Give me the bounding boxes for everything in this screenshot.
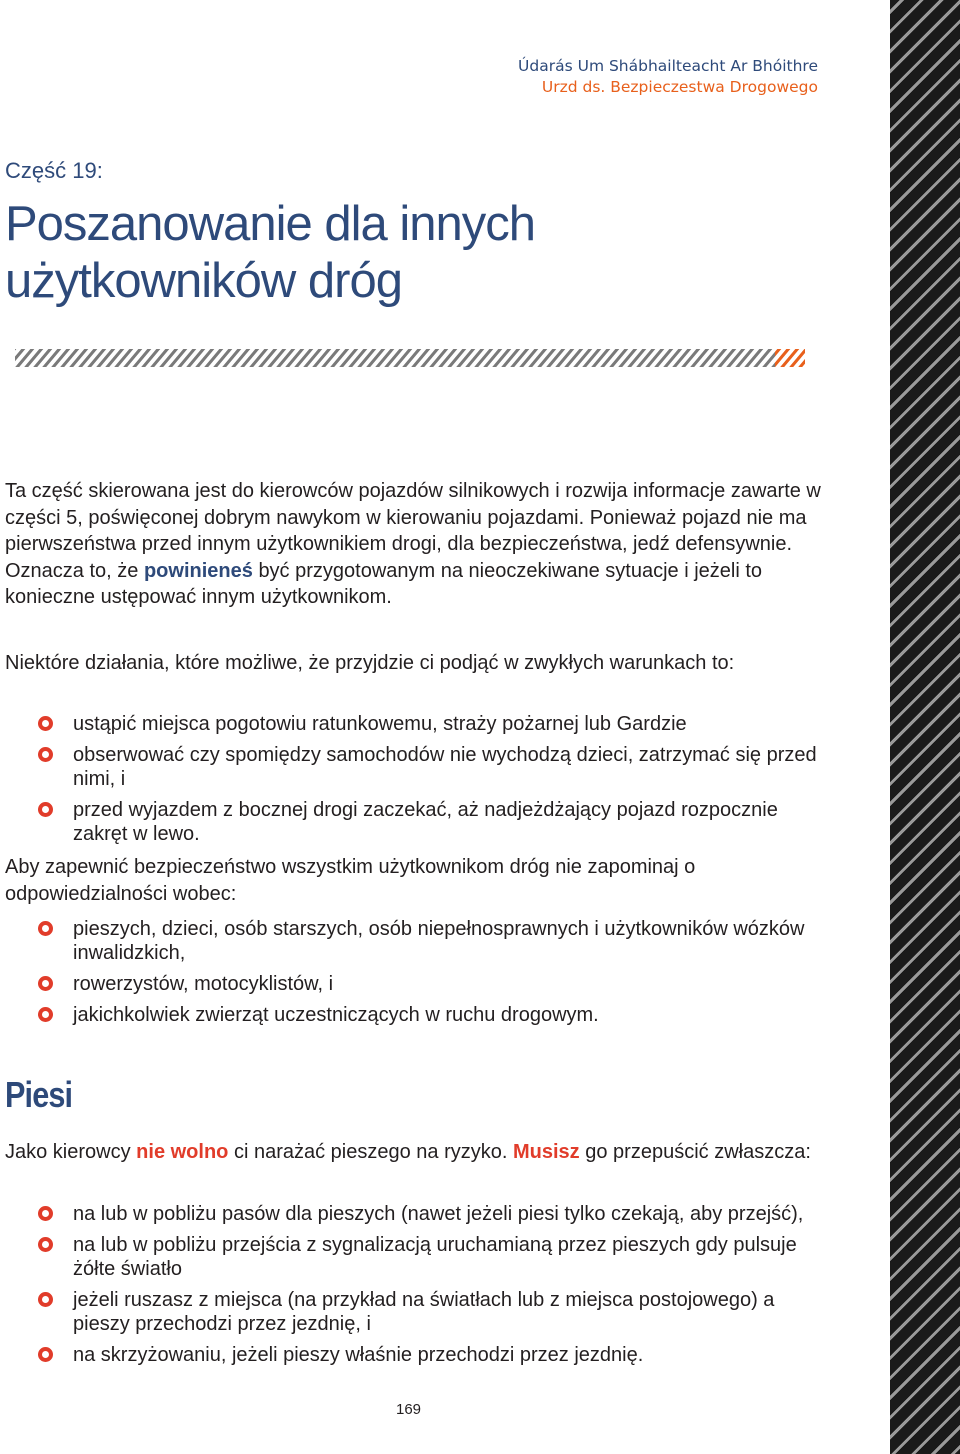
title-line-2: użytkowników dróg [5,254,402,308]
list-item: przed wyjazdem z bocznej drogi zaczekać, aż nadjeżdżający pojazd rozpocznie zakręt w lewo. [38,798,828,846]
list-item: jakichkolwiek zwierząt uczestniczących w ruchu drogowym. [38,1003,828,1027]
bullet-icon [38,1347,53,1362]
intro-text: Ta część skierowana jest do kierowców pojazdów silnikowych i rozwija informacje zawarte w części 5, poświęconej dobrym nawykom w kierowaniu pojazdami. Ponieważ pojazd nie ma pierwszeństwa przed innym użytkownikiem drogi, dla bezpieczeństwa, jedź defensywnie. Oznacza to, że [5,480,821,582]
list-item: na skrzyżowaniu, jeżeli pieszy właśnie przechodzi przez jezdnię. [38,1343,828,1367]
bullet-icon [38,921,53,936]
list-item: ustąpić miejsca pogotowiu ratunkowemu, straży pożarnej lub Gardzie [38,712,828,736]
bullet-icon [38,1206,53,1221]
list-item: na lub w pobliżu pasów dla pieszych (nawet jeżeli piesi tylko czekają, aby przejść), [38,1202,828,1226]
safety-intro: Aby zapewnić bezpieczeństwo wszystkim użytkownikom dróg nie zapominaj o odpowiedzialności wobec: [5,856,696,905]
actions-intro: Niektóre działania, które możliwe, że przyjdzie ci podjąć w zwykłych warunkach to: [5,652,735,674]
intro-emphasis: powinieneś [143,559,253,582]
bullet-icon [38,1007,53,1022]
section-heading: Piesi [5,1074,73,1115]
list-item: rowerzystów, motocyklistów, i [38,972,828,996]
page-title [5,196,535,310]
page-number: 169 [396,1401,422,1418]
intro-text-end: być przygotowanym na nieoczekiwane sytuacje i jeżeli to konieczne ustępować innym użytkownikom. [5,559,763,608]
list-item: pieszych, dzieci, osób starszych, osób niepełnosprawnych i użytkowników wózków inwalidzkich, [38,917,828,965]
bullet-icon [38,1237,53,1252]
page-header [518,56,818,98]
intro-paragraph [5,478,825,611]
part-label: Część 19: [5,158,103,183]
list-item: obserwować czy spomiędzy samochodów nie wychodzą dzieci, zatrzymać się przed nimi, i [38,743,828,791]
hatched-divider [5,347,805,369]
bullet-icon [38,802,53,817]
safety-list [38,917,828,1034]
emphasis-nie-wolno: nie wolno [136,1141,229,1163]
decorative-side-stripe [890,0,960,1454]
bullet-icon [38,976,53,991]
header-line-polish: Urzd ds. Bezpieczestwa Drogowego [541,78,818,96]
actions-list [38,712,828,853]
bullet-icon [38,1292,53,1307]
list-item: na lub w pobliżu przejścia z sygnalizacją uruchamianą przez pieszych gdy pulsuje żółte światło [38,1233,828,1281]
piesi-list [38,1202,828,1374]
list-item: jeżeli ruszasz z miejsca (na przykład na światłach lub z miejsca postojowego) a pieszy przechodzi przez jezdnię, i [38,1288,828,1336]
emphasis-musisz: Musisz [512,1141,580,1163]
bullet-icon [38,747,53,762]
piesi-intro: Jako kierowcy nie wolno ci narażać pieszego na ryzyko. Musisz go przepuścić zwłaszcza: [5,1141,811,1163]
header-line-irish: Údarás Um Shábhailteacht Ar Bhóithre [518,57,818,75]
bullet-icon [38,716,53,731]
title-line-1: Poszanowanie dla innych [5,197,535,251]
